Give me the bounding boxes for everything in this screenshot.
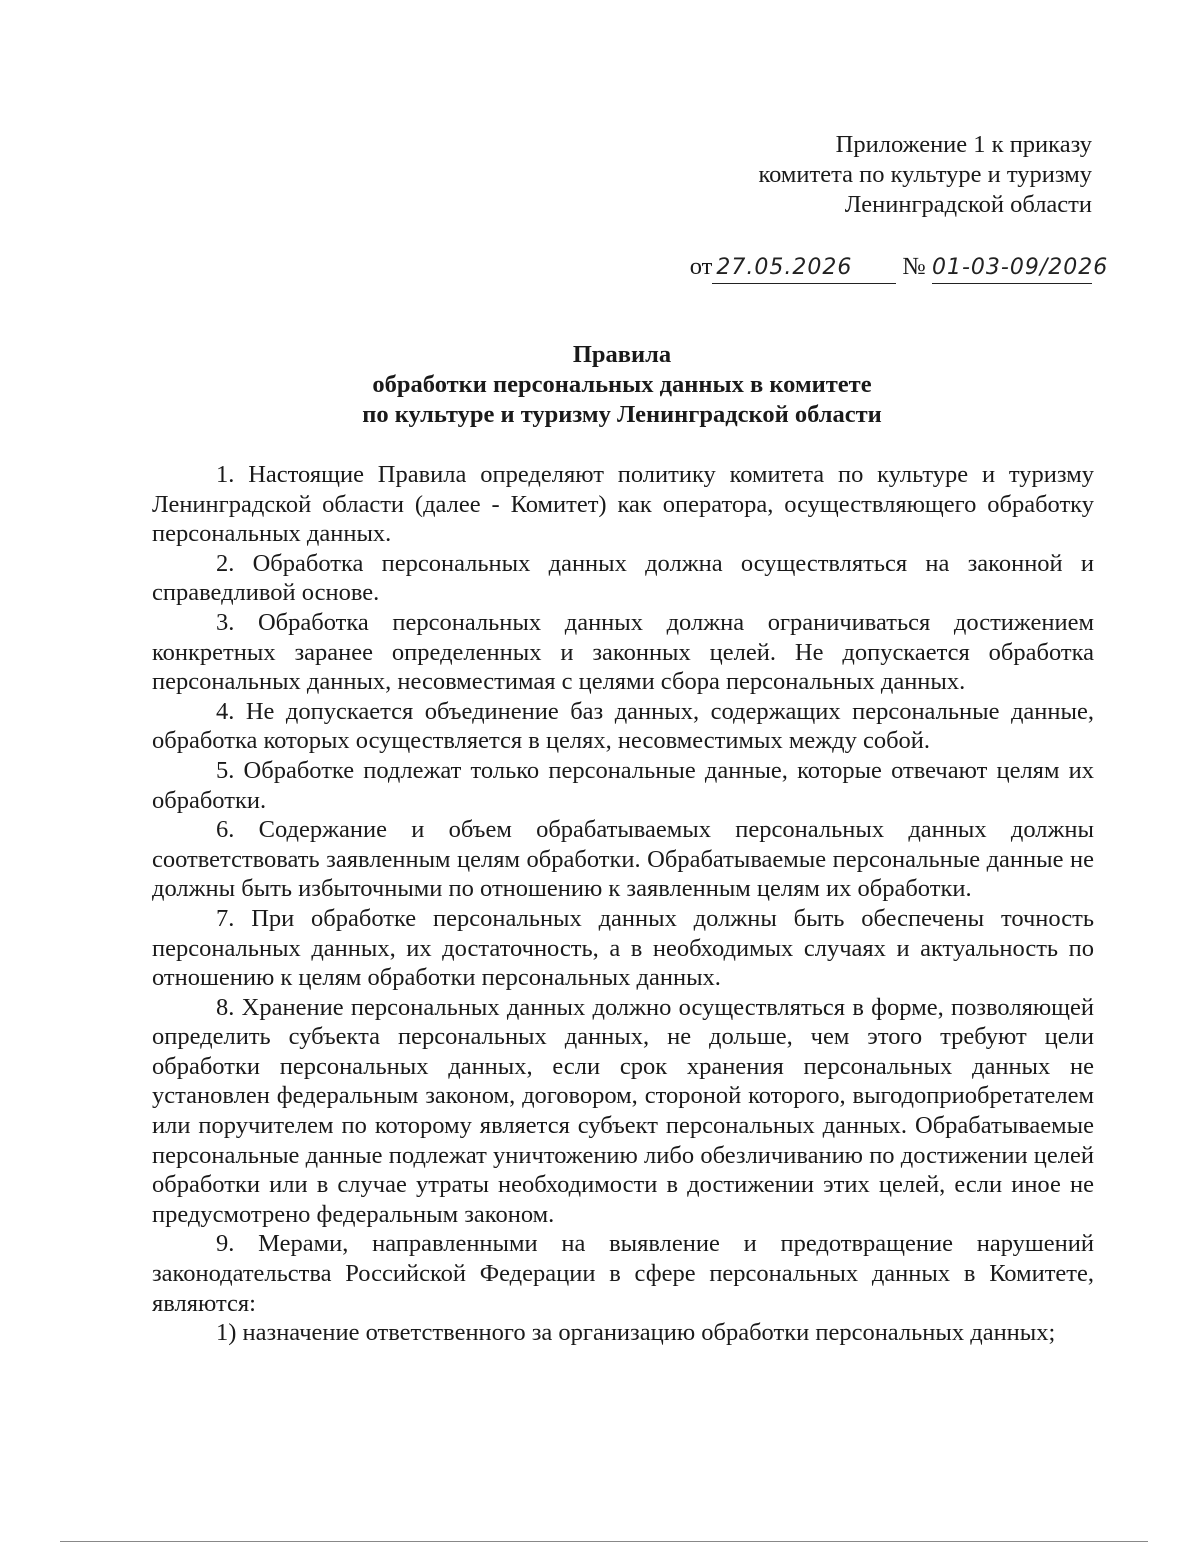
- appendix-line-2: комитета по культуре и туризму: [758, 161, 1092, 188]
- order-number-handwritten: 01-03-09/2026: [932, 253, 1092, 284]
- paragraph-5: 5. Обработке подлежат только персональные данные, которые отвечают целям их обработки.: [152, 756, 1094, 814]
- paragraph-4: 4. Не допускается объединение баз данных, содержащих персональные данные, обработка которых осуществляется в целях, несовместимых между собой.: [152, 697, 1094, 755]
- document-body: [152, 460, 1094, 1348]
- title-line-2: обработки персональных данных в комитете: [372, 371, 872, 398]
- title-line-3: по культуре и туризму Ленинградской области: [362, 401, 882, 428]
- paragraph-6: 6. Содержание и объем обрабатываемых персональных данных должны соответствовать заявленным целям обработки. Обрабатываемые персональные данные не должны быть избыточными по отношению к заявленным целям их обработки.: [152, 816, 1094, 903]
- order-number-label: №: [902, 253, 926, 280]
- paragraph-9: 9. Мерами, направленными на выявление и предотвращение нарушений законодательства Российской Федерации в сфере персональных данных в Комитете, являются:: [152, 1230, 1094, 1317]
- paragraph-2: 2. Обработка персональных данных должна осуществляться на законной и справедливой основе.: [152, 549, 1094, 607]
- title-line-1: Правила: [572, 341, 672, 368]
- document-title: [152, 340, 1092, 430]
- paragraph-8: 8. Хранение персональных данных должно осуществляться в форме, позволяющей определить субъекта персональных данных, не дольше, чем этого требуют цели обработки персональных данных, если срок хранения персональных данных не установлен федеральным законом, договором, стороной которого, выгодоприобретателем или поручителем по которому является субъект персональных данных. Обрабатываемые персональные данные подлежат уничтожению либо обезличиванию по достижении целей обработки или в случае утраты необходимости в достижении этих целей, если иное не предусмотрено федеральным законом.: [152, 993, 1094, 1228]
- paragraph-3: 3. Обработка персональных данных должна ограничиваться достижением конкретных заранее определенных и законных целей. Не допускается обработка персональных данных, несовместимая с целями сбора персональных данных.: [152, 608, 1094, 696]
- appendix-line-1: Приложение 1 к приказу: [835, 131, 1092, 158]
- paragraph-7: 7. При обработке персональных данных должны быть обеспечены точность персональных данных, их достаточность, а в необходимых случаях и актуальность по отношению к целям обработки персональных данных.: [152, 904, 1094, 992]
- order-date-handwritten: 27.05.2026: [712, 253, 896, 284]
- paragraph-9-item-1: 1) назначение ответственного за организацию обработки персональных данных;: [216, 1319, 1056, 1347]
- appendix-header: [758, 130, 1092, 220]
- order-from-label: от: [689, 253, 713, 280]
- order-reference: [689, 252, 1109, 284]
- bottom-divider: [60, 1541, 1148, 1542]
- paragraph-1: 1. Настоящие Правила определяют политику комитета по культуре и туризму Ленинградской области (далее - Комитет) как оператора, осуществляющего обработку персональных данных.: [152, 461, 1094, 548]
- appendix-line-3: Ленинградской области: [844, 191, 1092, 218]
